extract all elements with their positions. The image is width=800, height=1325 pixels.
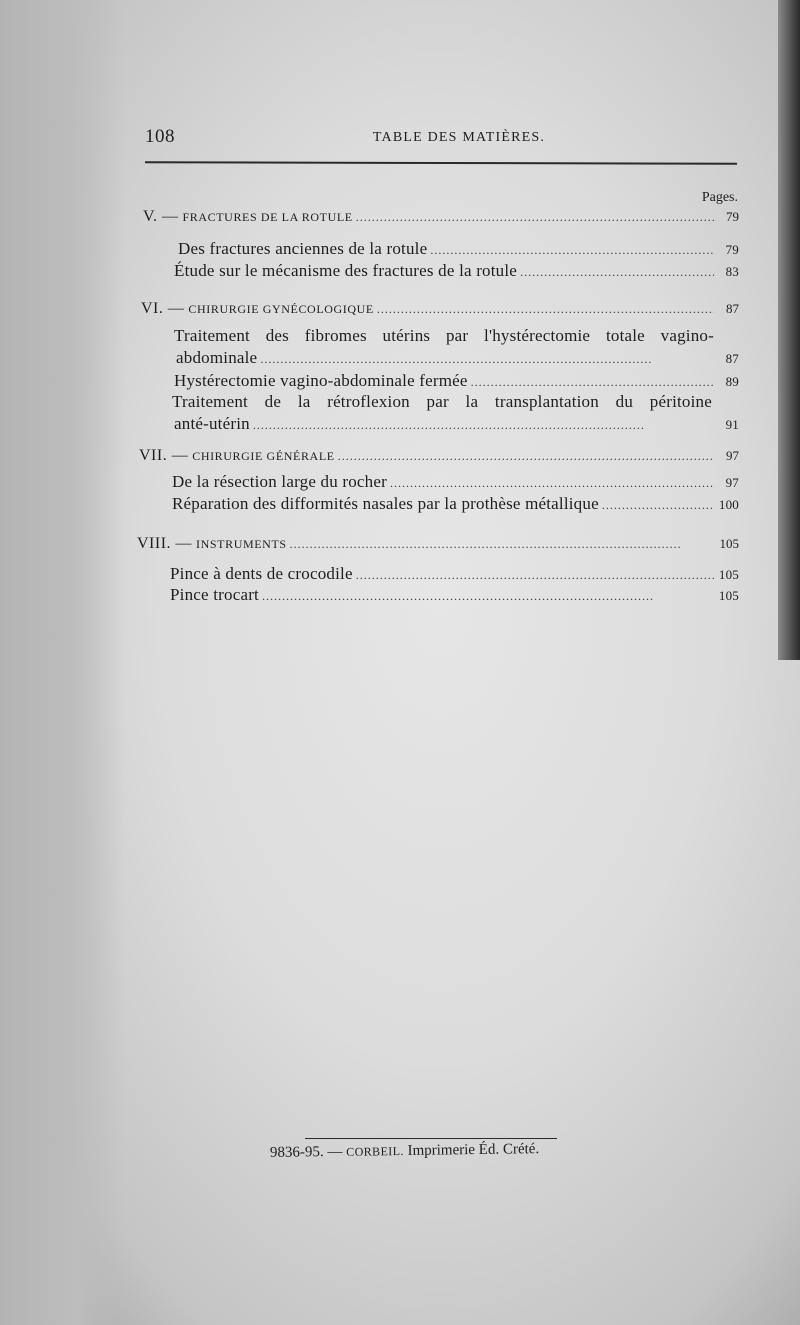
section-title: FRACTURES DE LA ROTULE [182,210,353,224]
toc-entry[interactable] [174,414,739,436]
toc-entry[interactable] [172,494,739,516]
entry-page: 91 [725,417,739,432]
entry-page: 97 [725,475,739,490]
dot-leader [390,472,714,492]
entry-title-line-1: Traitement des fibromes utérins par l'hystérectomie totale vagino- [174,326,714,345]
section-numeral: VI. — [141,300,185,317]
imprint-place: CORBEIL. [346,1144,404,1159]
dot-leader [602,494,714,514]
toc-section[interactable] [143,208,739,230]
imprint-printer: Imprimerie Éd. Crété. [407,1141,540,1159]
toc-entry[interactable] [172,472,739,494]
toc-section[interactable] [141,300,739,322]
dot-leader [520,261,714,281]
section-title: INSTRUMENTS [196,537,287,551]
entry-title-line-1: Traitement de la rétroflexion par la transplantation du péritoine [172,392,712,411]
section-title: CHIRURGIE GÉNÉRALE [192,449,335,463]
toc-entry[interactable] [170,585,739,607]
dot-leader [356,564,714,584]
entry-title: Réparation des difformités nasales par la prothèse métallique [172,494,599,513]
section-title: CHIRURGIE GYNÉCOLOGIQUE [188,302,374,316]
entry-title-line-2: anté-utérin [174,414,250,433]
section-numeral: VII. — [139,447,189,464]
section-page: 79 [726,209,739,224]
imprint-job-number: 9836-95. — [269,1143,343,1161]
dot-leader [471,371,714,391]
header-rule [145,161,737,164]
entry-title: De la résection large du rocher [172,472,387,491]
dot-leader [377,300,714,318]
footer-rule [305,1138,557,1139]
toc-section[interactable] [139,447,739,469]
section-page: 105 [719,536,739,551]
entry-page: 105 [718,588,739,603]
section-page: 97 [726,448,739,463]
dot-leader [430,239,714,259]
toc-entry[interactable] [170,564,739,586]
toc-entry[interactable] [178,239,739,261]
entry-page: 105 [718,567,739,582]
toc-entry[interactable] [174,261,739,283]
running-title: TABLE DES MATIÈRES. [372,130,546,145]
section-numeral: V. — [143,208,179,225]
toc-entry[interactable] [174,371,739,393]
toc-section[interactable] [137,535,739,557]
entry-title: Pince trocart [170,585,259,604]
dot-leader [338,447,714,465]
entry-page: 87 [725,351,739,366]
section-page: 87 [726,301,739,316]
entry-title: Hystérectomie vagino-abdominale fermée [174,371,468,390]
dot-leader [356,208,714,226]
section-numeral: VIII. — [137,535,193,552]
dot-leader [290,535,714,553]
entry-page: 89 [725,374,739,389]
dot-leader [253,414,714,434]
toc-entry[interactable] [176,348,739,370]
entry-title: Des fractures anciennes de la rotule [178,239,428,258]
entry-title: Étude sur le mécanisme des fractures de la rotule [174,261,518,280]
page-number: 108 [145,126,175,147]
page-header [145,126,733,156]
entry-page: 100 [718,497,739,512]
entry-title: Pince à dents de crocodile [170,564,353,583]
entry-title-line-2: abdominale [176,348,258,367]
dot-leader [262,585,714,605]
pages-column-label: Pages. [701,190,738,205]
entry-page: 79 [725,242,739,257]
dot-leader [260,348,714,368]
printer-imprint [270,1141,539,1162]
entry-page: 83 [725,264,739,279]
